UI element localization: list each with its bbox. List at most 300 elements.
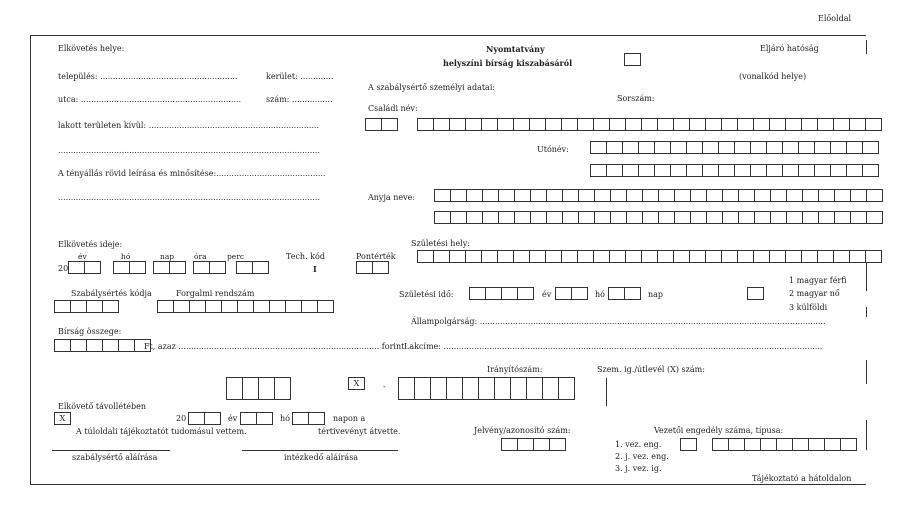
input-box[interactable] <box>577 118 594 131</box>
input-box[interactable] <box>817 250 834 263</box>
input-box[interactable] <box>690 211 707 224</box>
input-box[interactable] <box>533 438 550 451</box>
input-box[interactable] <box>482 211 499 224</box>
input-box[interactable] <box>465 250 482 263</box>
input-box[interactable] <box>673 250 690 263</box>
input-box[interactable] <box>501 438 518 451</box>
fine-text-field[interactable]: Ft, azaz ............................................................................... forint <box>144 342 405 351</box>
id-number-boxes[interactable] <box>398 377 575 399</box>
input-box[interactable] <box>718 141 735 154</box>
input-box[interactable] <box>485 287 502 300</box>
input-box[interactable] <box>469 287 486 300</box>
town-field[interactable]: település: ...................................................... <box>58 72 238 81</box>
input-box[interactable] <box>102 339 119 352</box>
input-box[interactable] <box>654 164 671 177</box>
input-box[interactable] <box>626 189 643 202</box>
absence-year-boxes[interactable] <box>188 412 221 424</box>
input-box[interactable] <box>86 339 103 352</box>
input-box[interactable] <box>610 211 627 224</box>
input-box[interactable] <box>571 287 588 300</box>
input-box[interactable] <box>414 377 431 400</box>
input-box[interactable] <box>590 141 607 154</box>
frame-left <box>30 35 31 485</box>
input-box[interactable] <box>766 141 783 154</box>
input-box[interactable] <box>449 118 466 131</box>
input-box[interactable] <box>802 189 819 202</box>
tech-code-label: Tech. kód <box>286 252 325 261</box>
input-box[interactable] <box>712 438 729 451</box>
input-box[interactable] <box>721 250 738 263</box>
input-box[interactable] <box>744 438 761 451</box>
input-box[interactable] <box>529 118 546 131</box>
input-box[interactable] <box>750 141 767 154</box>
offence-year-label: év <box>78 252 87 261</box>
input-box[interactable] <box>657 250 674 263</box>
input-box[interactable] <box>862 141 879 154</box>
location-extra-line[interactable]: ....................................................................................................... <box>58 146 320 155</box>
street-field[interactable]: utca: ............................................................... <box>58 95 242 104</box>
input-box[interactable] <box>526 377 543 400</box>
house-number-field[interactable]: szám: ................ <box>266 95 333 104</box>
input-box[interactable] <box>808 438 825 451</box>
input-box[interactable] <box>466 189 483 202</box>
input-box[interactable] <box>274 377 291 400</box>
birth-month-boxes[interactable] <box>555 287 588 299</box>
given-name-boxes-2[interactable] <box>590 164 879 176</box>
input-box[interactable] <box>253 300 270 313</box>
birthplace-boxes[interactable] <box>417 250 882 262</box>
input-box[interactable] <box>705 118 722 131</box>
offence-code-label: Szabálysértés kódja <box>71 289 152 298</box>
input-box[interactable] <box>113 261 130 274</box>
input-box[interactable] <box>434 189 451 202</box>
input-box[interactable] <box>738 211 755 224</box>
input-box[interactable] <box>642 211 659 224</box>
input-box[interactable] <box>546 189 563 202</box>
offence-year-boxes[interactable] <box>68 261 101 273</box>
input-box[interactable] <box>865 118 882 131</box>
name-prefix-boxes[interactable] <box>365 118 398 130</box>
input-box[interactable] <box>433 250 450 263</box>
input-box[interactable] <box>680 438 697 451</box>
input-box[interactable] <box>577 250 594 263</box>
absence-year-prefix: 20 <box>176 414 187 423</box>
input-box[interactable] <box>221 300 238 313</box>
input-box[interactable] <box>776 438 793 451</box>
input-box[interactable] <box>514 189 531 202</box>
frame-top <box>30 35 866 36</box>
id-type-box[interactable] <box>348 377 365 389</box>
input-box[interactable] <box>606 141 623 154</box>
input-box[interactable] <box>728 438 745 451</box>
page-side-label: Előoldal <box>818 14 852 23</box>
input-box[interactable] <box>782 164 799 177</box>
input-box[interactable] <box>593 118 610 131</box>
input-box[interactable] <box>497 250 514 263</box>
input-box[interactable] <box>118 339 135 352</box>
input-box[interactable] <box>237 300 254 313</box>
input-box[interactable] <box>546 211 563 224</box>
input-box[interactable] <box>798 164 815 177</box>
input-box[interactable] <box>785 250 802 263</box>
personal-section-label: A szabálysértő személyi adatai: <box>368 83 496 92</box>
input-box[interactable] <box>846 164 863 177</box>
offender-signature-label: szabálysértő aláírása <box>72 453 158 462</box>
input-box[interactable] <box>747 287 764 300</box>
input-box[interactable] <box>738 189 755 202</box>
license-type-box[interactable] <box>680 438 697 450</box>
input-box[interactable] <box>530 211 547 224</box>
input-box[interactable] <box>510 377 527 400</box>
input-box[interactable] <box>256 412 273 425</box>
input-box[interactable] <box>862 164 879 177</box>
input-box[interactable] <box>462 377 479 400</box>
input-box[interactable] <box>814 141 831 154</box>
input-box[interactable] <box>702 141 719 154</box>
mother-name-boxes-2[interactable] <box>434 211 883 223</box>
given-name-boxes-1[interactable] <box>590 141 879 153</box>
absence-day-boxes[interactable] <box>292 412 325 424</box>
input-box[interactable] <box>622 164 639 177</box>
input-box[interactable] <box>622 141 639 154</box>
input-box[interactable] <box>450 189 467 202</box>
input-box[interactable] <box>153 261 170 274</box>
form-subtitle: helyszíni bírság kiszabásáról <box>443 58 573 68</box>
description-extra-line[interactable]: ....................................................................................................... <box>58 193 320 202</box>
input-box[interactable] <box>417 118 434 131</box>
input-box[interactable] <box>417 250 434 263</box>
input-box[interactable] <box>769 118 786 131</box>
input-box[interactable] <box>188 412 205 425</box>
postcode-label: Irányítószám: <box>487 365 543 374</box>
input-box[interactable] <box>658 189 675 202</box>
input-box[interactable] <box>494 377 511 400</box>
input-box[interactable] <box>802 211 819 224</box>
input-box[interactable] <box>766 164 783 177</box>
id-separator-line <box>606 378 607 406</box>
input-box[interactable] <box>517 287 534 300</box>
input-box[interactable] <box>545 118 562 131</box>
input-box[interactable] <box>624 287 641 300</box>
input-box[interactable] <box>86 300 103 313</box>
input-box[interactable] <box>242 377 259 400</box>
input-box[interactable] <box>718 164 735 177</box>
fine-amount-boxes[interactable] <box>54 339 151 351</box>
input-box[interactable] <box>818 211 835 224</box>
offence-code-boxes[interactable] <box>54 300 119 312</box>
input-box[interactable] <box>814 164 831 177</box>
input-box[interactable] <box>624 53 641 66</box>
outside-area-field[interactable]: lakott területen kívül: ................................................................... <box>58 121 320 130</box>
offence-month-boxes[interactable] <box>113 261 146 273</box>
input-box[interactable] <box>555 287 572 300</box>
input-box[interactable] <box>798 141 815 154</box>
input-box[interactable] <box>769 250 786 263</box>
input-box[interactable] <box>594 211 611 224</box>
offence-day-boxes[interactable] <box>153 261 186 273</box>
input-box[interactable] <box>834 189 851 202</box>
input-box[interactable] <box>754 211 771 224</box>
input-box[interactable] <box>209 261 226 274</box>
input-box[interactable] <box>706 211 723 224</box>
input-box[interactable] <box>866 211 883 224</box>
input-box[interactable] <box>240 412 257 425</box>
input-box[interactable] <box>786 211 803 224</box>
license-number-boxes[interactable] <box>712 438 857 450</box>
input-box[interactable] <box>673 118 690 131</box>
input-box[interactable] <box>850 189 867 202</box>
input-box[interactable] <box>608 287 625 300</box>
input-box[interactable] <box>770 189 787 202</box>
input-box[interactable] <box>102 300 119 313</box>
input-box[interactable] <box>670 141 687 154</box>
badge-label: Jelvény/azonosító szám: <box>474 426 571 435</box>
input-box[interactable] <box>498 189 515 202</box>
input-box[interactable] <box>754 189 771 202</box>
input-box[interactable] <box>846 141 863 154</box>
input-box[interactable] <box>497 118 514 131</box>
input-box[interactable] <box>450 211 467 224</box>
input-box[interactable] <box>562 189 579 202</box>
input-box[interactable] <box>706 189 723 202</box>
input-box[interactable] <box>722 189 739 202</box>
input-box[interactable] <box>129 261 146 274</box>
input-box[interactable] <box>478 377 495 400</box>
input-box[interactable] <box>356 261 373 274</box>
input-box[interactable] <box>670 164 687 177</box>
input-box[interactable] <box>578 211 595 224</box>
input-box[interactable] <box>849 250 866 263</box>
input-box[interactable] <box>590 164 607 177</box>
input-box[interactable] <box>641 250 658 263</box>
ack-text: A túloldali tájékoztatót tudomásul vettem. <box>76 427 247 436</box>
plate-label: Forgalmi rendszám <box>176 289 255 298</box>
input-box[interactable] <box>558 377 575 400</box>
input-box[interactable] <box>430 377 447 400</box>
postcode-boxes[interactable] <box>226 377 291 399</box>
input-box[interactable] <box>545 250 562 263</box>
input-box[interactable] <box>189 300 206 313</box>
description-field[interactable]: A tényállás rövid leírása és minősítése:........................................... <box>58 169 326 178</box>
input-box[interactable] <box>609 118 626 131</box>
input-box[interactable] <box>481 250 498 263</box>
input-box[interactable] <box>169 261 186 274</box>
input-box[interactable] <box>466 211 483 224</box>
input-box[interactable] <box>642 189 659 202</box>
input-box[interactable] <box>753 118 770 131</box>
input-box[interactable] <box>226 377 243 400</box>
input-box[interactable] <box>610 189 627 202</box>
mother-name-boxes-1[interactable] <box>434 189 883 201</box>
input-box[interactable] <box>84 261 101 274</box>
points-boxes[interactable] <box>356 261 389 273</box>
address-field[interactable]: Lakcíme: ..................................................................................................................................................... <box>404 342 823 351</box>
input-box[interactable] <box>786 189 803 202</box>
input-box[interactable] <box>606 164 623 177</box>
input-box[interactable] <box>317 300 334 313</box>
input-box[interactable] <box>830 164 847 177</box>
birth-day-boxes[interactable] <box>608 287 641 299</box>
input-box[interactable] <box>785 118 802 131</box>
offence-month-label: hó <box>121 252 131 261</box>
badge-boxes[interactable] <box>501 438 566 450</box>
input-box[interactable] <box>446 377 463 400</box>
input-box[interactable] <box>833 250 850 263</box>
input-box[interactable] <box>562 211 579 224</box>
input-box[interactable] <box>721 118 738 131</box>
input-box[interactable] <box>657 118 674 131</box>
family-name-boxes[interactable] <box>417 118 882 130</box>
input-box[interactable] <box>381 118 398 131</box>
input-box[interactable] <box>658 211 675 224</box>
input-box[interactable] <box>54 300 71 313</box>
input-box[interactable] <box>674 189 691 202</box>
input-box[interactable] <box>850 211 867 224</box>
location-section-label: Elkövetés helye: <box>58 44 125 53</box>
input-box[interactable] <box>638 164 655 177</box>
input-box[interactable] <box>308 412 325 425</box>
input-box[interactable] <box>750 164 767 177</box>
input-box[interactable] <box>498 211 515 224</box>
input-box[interactable] <box>513 250 530 263</box>
input-box[interactable] <box>578 189 595 202</box>
input-box[interactable] <box>760 438 777 451</box>
back-side-note: Tájékoztató a hátoldalon <box>752 474 852 483</box>
input-box[interactable] <box>292 412 309 425</box>
input-box[interactable] <box>705 250 722 263</box>
input-box[interactable] <box>654 141 671 154</box>
input-box[interactable] <box>689 250 706 263</box>
input-box[interactable] <box>801 118 818 131</box>
absence-year-label: év <box>228 414 238 423</box>
offender-signature-line[interactable] <box>52 450 170 451</box>
input-box[interactable] <box>285 300 302 313</box>
officer-signature-line[interactable] <box>242 450 398 451</box>
input-box[interactable] <box>434 211 451 224</box>
input-box[interactable] <box>481 118 498 131</box>
input-box[interactable] <box>252 261 269 274</box>
input-box[interactable] <box>824 438 841 451</box>
input-box[interactable] <box>173 300 190 313</box>
input-box[interactable] <box>818 189 835 202</box>
gender-box[interactable] <box>747 287 764 299</box>
input-box[interactable] <box>702 164 719 177</box>
input-box[interactable] <box>625 250 642 263</box>
input-box[interactable] <box>269 300 286 313</box>
input-box[interactable] <box>866 189 883 202</box>
input-box[interactable] <box>529 250 546 263</box>
input-box[interactable] <box>753 250 770 263</box>
birth-year-label: év <box>542 290 552 299</box>
input-box[interactable] <box>513 118 530 131</box>
input-box[interactable] <box>482 189 499 202</box>
input-box[interactable] <box>722 211 739 224</box>
input-box[interactable] <box>782 141 799 154</box>
input-box[interactable] <box>365 118 382 131</box>
input-box[interactable] <box>594 189 611 202</box>
frame-right-seg <box>866 263 867 291</box>
input-box[interactable] <box>204 412 221 425</box>
input-box[interactable] <box>449 250 466 263</box>
input-box[interactable] <box>593 250 610 263</box>
birthplace-label: Születési hely: <box>411 239 470 248</box>
gender-option-3: 3 külföldi <box>789 303 828 312</box>
input-box[interactable] <box>626 211 643 224</box>
input-box[interactable] <box>561 250 578 263</box>
offence-hour-boxes[interactable] <box>193 261 226 273</box>
absence-checkbox[interactable] <box>54 412 71 424</box>
mother-name-label: Anyja neve: <box>368 193 416 202</box>
input-box[interactable] <box>372 261 389 274</box>
input-box[interactable] <box>465 118 482 131</box>
input-box[interactable] <box>674 211 691 224</box>
birth-year-boxes[interactable] <box>469 287 534 299</box>
input-box[interactable] <box>549 438 566 451</box>
input-box[interactable] <box>638 141 655 154</box>
input-box[interactable] <box>833 118 850 131</box>
input-box[interactable] <box>830 141 847 154</box>
input-box[interactable] <box>689 118 706 131</box>
input-box[interactable] <box>737 250 754 263</box>
input-box[interactable] <box>690 189 707 202</box>
input-box[interactable] <box>817 118 834 131</box>
input-box[interactable] <box>686 164 703 177</box>
input-box[interactable] <box>840 438 857 451</box>
input-box[interactable] <box>561 118 578 131</box>
input-box[interactable] <box>70 300 87 313</box>
input-box[interactable] <box>193 261 210 274</box>
input-box[interactable] <box>792 438 809 451</box>
input-box[interactable] <box>625 118 642 131</box>
absence-month-boxes[interactable] <box>240 412 273 424</box>
input-box[interactable] <box>542 377 559 400</box>
input-box[interactable] <box>734 141 751 154</box>
input-box[interactable] <box>770 211 787 224</box>
input-box[interactable] <box>686 141 703 154</box>
input-box[interactable] <box>301 300 318 313</box>
input-box[interactable] <box>70 339 87 352</box>
input-box[interactable] <box>501 287 518 300</box>
input-box[interactable] <box>734 164 751 177</box>
input-box[interactable] <box>157 300 174 313</box>
input-box[interactable] <box>849 118 866 131</box>
input-box[interactable] <box>641 118 658 131</box>
plate-boxes[interactable] <box>157 300 334 312</box>
input-box[interactable] <box>236 261 253 274</box>
input-box[interactable] <box>514 211 531 224</box>
authority-checkbox[interactable] <box>624 53 641 65</box>
input-box[interactable] <box>737 118 754 131</box>
district-field[interactable]: kerület: ............. <box>266 72 334 81</box>
fine-label: Bírság összege: <box>58 327 122 336</box>
input-box[interactable] <box>205 300 222 313</box>
input-box[interactable] <box>433 118 450 131</box>
input-box[interactable] <box>801 250 818 263</box>
gender-option-1: 1 magyar férfi <box>789 276 847 285</box>
input-box[interactable] <box>68 261 85 274</box>
citizenship-field[interactable]: Állampolgárság: ........................................................................................................................................ <box>411 317 826 326</box>
input-box[interactable] <box>530 189 547 202</box>
input-box[interactable] <box>609 250 626 263</box>
input-box[interactable] <box>258 377 275 400</box>
form-title: Nyomtatvány <box>486 44 545 54</box>
offence-minute-boxes[interactable] <box>236 261 269 273</box>
input-box[interactable] <box>834 211 851 224</box>
input-box[interactable] <box>517 438 534 451</box>
input-box[interactable] <box>398 377 415 400</box>
input-box[interactable] <box>865 250 882 263</box>
input-box[interactable] <box>54 339 71 352</box>
